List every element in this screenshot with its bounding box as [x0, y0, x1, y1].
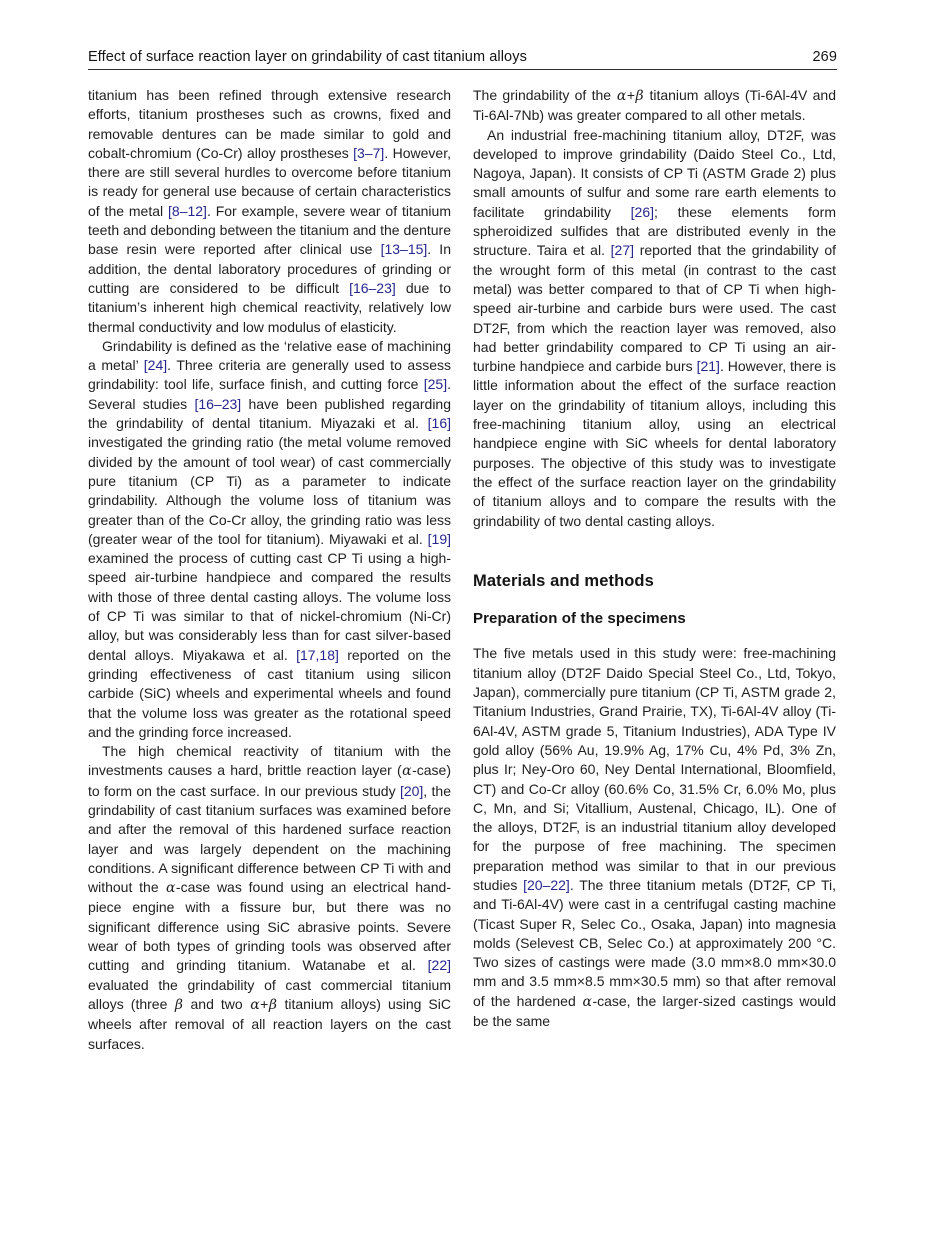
paragraph: An industrial free-machining titanium alloy, DT2F, was developed to improve grindability (Daido Steel Co., Ltd, Nagoya, Japan). It consists of CP Ti (ASTM Grade 2) plus small amounts of sulfur and some rare earth elements to facilitate grindability [26]; these elements form spheroidized sulfides that are distributed evenly in the structure. Taira et al. [27] reported that the grindability of the wrought form of this metal (in contrast to the cast metal) was better compared to that of CP Ti when high-speed air-turbine and carbide burs were used. The cast DT2F, from which the reaction layer was removed, also had better grindability compared to CP Ti using an air-turbine handpiece and carbide burs [21]. However, there is little information about the effect of the surface reaction layer on the grindability of titanium alloys, including this free-machining titanium alloy, using an electrical handpiece engine with SiC wheels for dental laboratory purposes. The objective of this study was to investigate the effect of the surface reaction layer on the grindability of titanium alloys and to compare the results with the grindability of two dental casting alloys.: [473, 126, 837, 529]
article-body: [88, 86, 837, 1054]
citation-ref[interactable]: [20–22]: [523, 876, 570, 893]
greek-letter: β: [268, 996, 277, 1013]
page-number: 269: [812, 49, 837, 65]
citation-ref[interactable]: [27]: [610, 242, 635, 259]
running-header: [88, 49, 837, 65]
greek-letter: α: [250, 996, 260, 1013]
paragraph: The high chemical reactivity of titanium with the investments causes a hard, brittle reaction layer (α-case) to form on the cast surface. In our previous study [20], the grindability of cast titanium surfaces was examined before and after the removal of this hardened surface reaction layer and was largely dependent on the machining conditions. A significant difference between CP Ti with and without the α-case was found using an electrical hand-piece engine with a fissure bur, but there was no significant difference using SiC abrasive points. Severe wear of both types of grinding tools was observed after cutting and grinding titanium. Watanabe et al. [22] evaluated the grindability of cast commercial titanium alloys (three β and two α+β titanium alloys) using SiC wheels after removal of all reaction layers on the cast surfaces.: [88, 743, 451, 1052]
subsection-heading: Preparation of the specimens: [473, 610, 686, 628]
citation-ref[interactable]: [16–23]: [194, 395, 242, 412]
left-column: [88, 86, 451, 1054]
paragraph: The grindability of the α+β titanium alloys (Ti-6Al-4V and Ti-6Al-7Nb) was greater compared to all other metals.: [473, 87, 836, 124]
citation-ref[interactable]: [20]: [399, 782, 424, 799]
paragraph: The five metals used in this study were: free-machining titanium alloy (DT2F Daido Special Steel Co., Ltd, Tokyo, Japan), commercially pure titanium (CP Ti, ASTM grade 2, Titanium Industries, Grand Prairie, TX), Ti-6Al-4V alloy (Ti-6Al-4V, ASTM grade 5, Titanium Industries), ADA Type IV gold alloy (56% Au, 19.9% Ag, 17% Cu, 4% Pd, 3% Zn, plus Ir; Ney-Oro 60, Ney Dental International, Bloomfield, CT) and Co-Cr alloy (60.6% Co, 31.5% Cr, 6.0% Mo, plus C, Mn, and Si; Vitallium, Austenal, Chicago, IL). One of the alloys, DT2F, is an industrial titanium alloy developed for the purpose of free machining. The specimen preparation method was similar to that in our previous studies [20–22]. The three titanium metals (DT2F, CP Ti, and Ti-6Al-4V) were cast in a centrifugal casting machine (Ticast Super R, Selec Co., Osaka, Japan) into magnesia molds (Selevest CB, Selec Co.) at approximately 200 °C. Two sizes of castings were made (3.0 mm×8.0 mm×30.0 mm and 3.5 mm×8.5 mm×30.5 mm) so that after removal of the hardened α-case, the larger-sized castings would be the same: [473, 645, 836, 1030]
greek-letter: α: [582, 993, 592, 1010]
greek-letter: α: [165, 880, 176, 897]
citation-ref[interactable]: [21]: [696, 358, 720, 375]
greek-letter: β: [174, 996, 183, 1013]
citation-ref[interactable]: [19]: [427, 530, 451, 547]
citation-ref[interactable]: [25]: [423, 376, 448, 393]
greek-letter: β: [635, 88, 644, 104]
citation-ref[interactable]: [13–15]: [380, 241, 428, 258]
greek-letter: α: [402, 763, 412, 780]
paragraph: titanium has been refined through extensive research efforts, titanium prostheses such as crowns, fixed and removable dentures can be made similar to gold and cobalt-chromium (Co-Cr) alloy prostheses [3–7]. However, there are still several hurdles to overcome before titanium is ready for general use because of certain characteristics of the metal [8–12]. For example, severe wear of titanium teeth and debonding between the titanium and the denture base resin were reported after clinical use [13–15]. In addition, the dental laboratory procedures of grinding or cutting are considered to be difficult [16–23] due to titanium’s inherent high chemical reactivity, relatively low thermal conductivity and low modulus of elasticity.: [88, 87, 452, 335]
citation-ref[interactable]: [3–7]: [353, 144, 385, 161]
citation-ref[interactable]: [16–23]: [349, 279, 396, 296]
citation-ref[interactable]: [8–12]: [168, 202, 207, 219]
running-title: Effect of surface reaction layer on grindability of cast titanium alloys: [88, 49, 527, 65]
citation-ref[interactable]: [17,18]: [296, 646, 339, 663]
header-rule: [88, 69, 837, 70]
citation-ref[interactable]: [22]: [427, 957, 451, 974]
citation-ref[interactable]: [24]: [143, 357, 168, 374]
citation-ref[interactable]: [26]: [630, 203, 655, 220]
citation-ref[interactable]: [16]: [427, 415, 451, 432]
paragraph: Grindability is defined as the ‘relative ease of machining a metal’ [24]. Three criteria are generally used to assess grindability: tool life, surface finish, and cutting force [25]. Several studies [16–23] have been published regarding the grindability of dental titanium. Miyazaki et al. [16] investigated the grinding ratio (the metal volume removed divided by the amount of tool wear) of cast commercially pure titanium (CP Ti) as a parameter to indicate grindability. Although the volume loss of titanium was greater than of the Co-Cr alloy, the grinding ratio was less (greater wear of the tool for titanium). Miyawaki et al. [19] examined the process of cutting cast CP Ti using a high-speed air-turbine handpiece and compared the results with those of three dental casting alloys. The volume loss of CP Ti was similar to that of nickel-chromium (Ni-Cr) alloy, but was considerably less than for cast silver-based dental alloys. Miyakawa et al. [17,18] reported on the grinding effectiveness of cast titanium using silicon carbide (SiC) wheels and experimental wheels and found that the volume loss was greater as the rotational speed and the grinding force increased.: [88, 337, 451, 740]
section-heading: Materials and methods: [473, 571, 654, 590]
right-column: [473, 86, 836, 1054]
greek-letter: α: [616, 88, 627, 104]
